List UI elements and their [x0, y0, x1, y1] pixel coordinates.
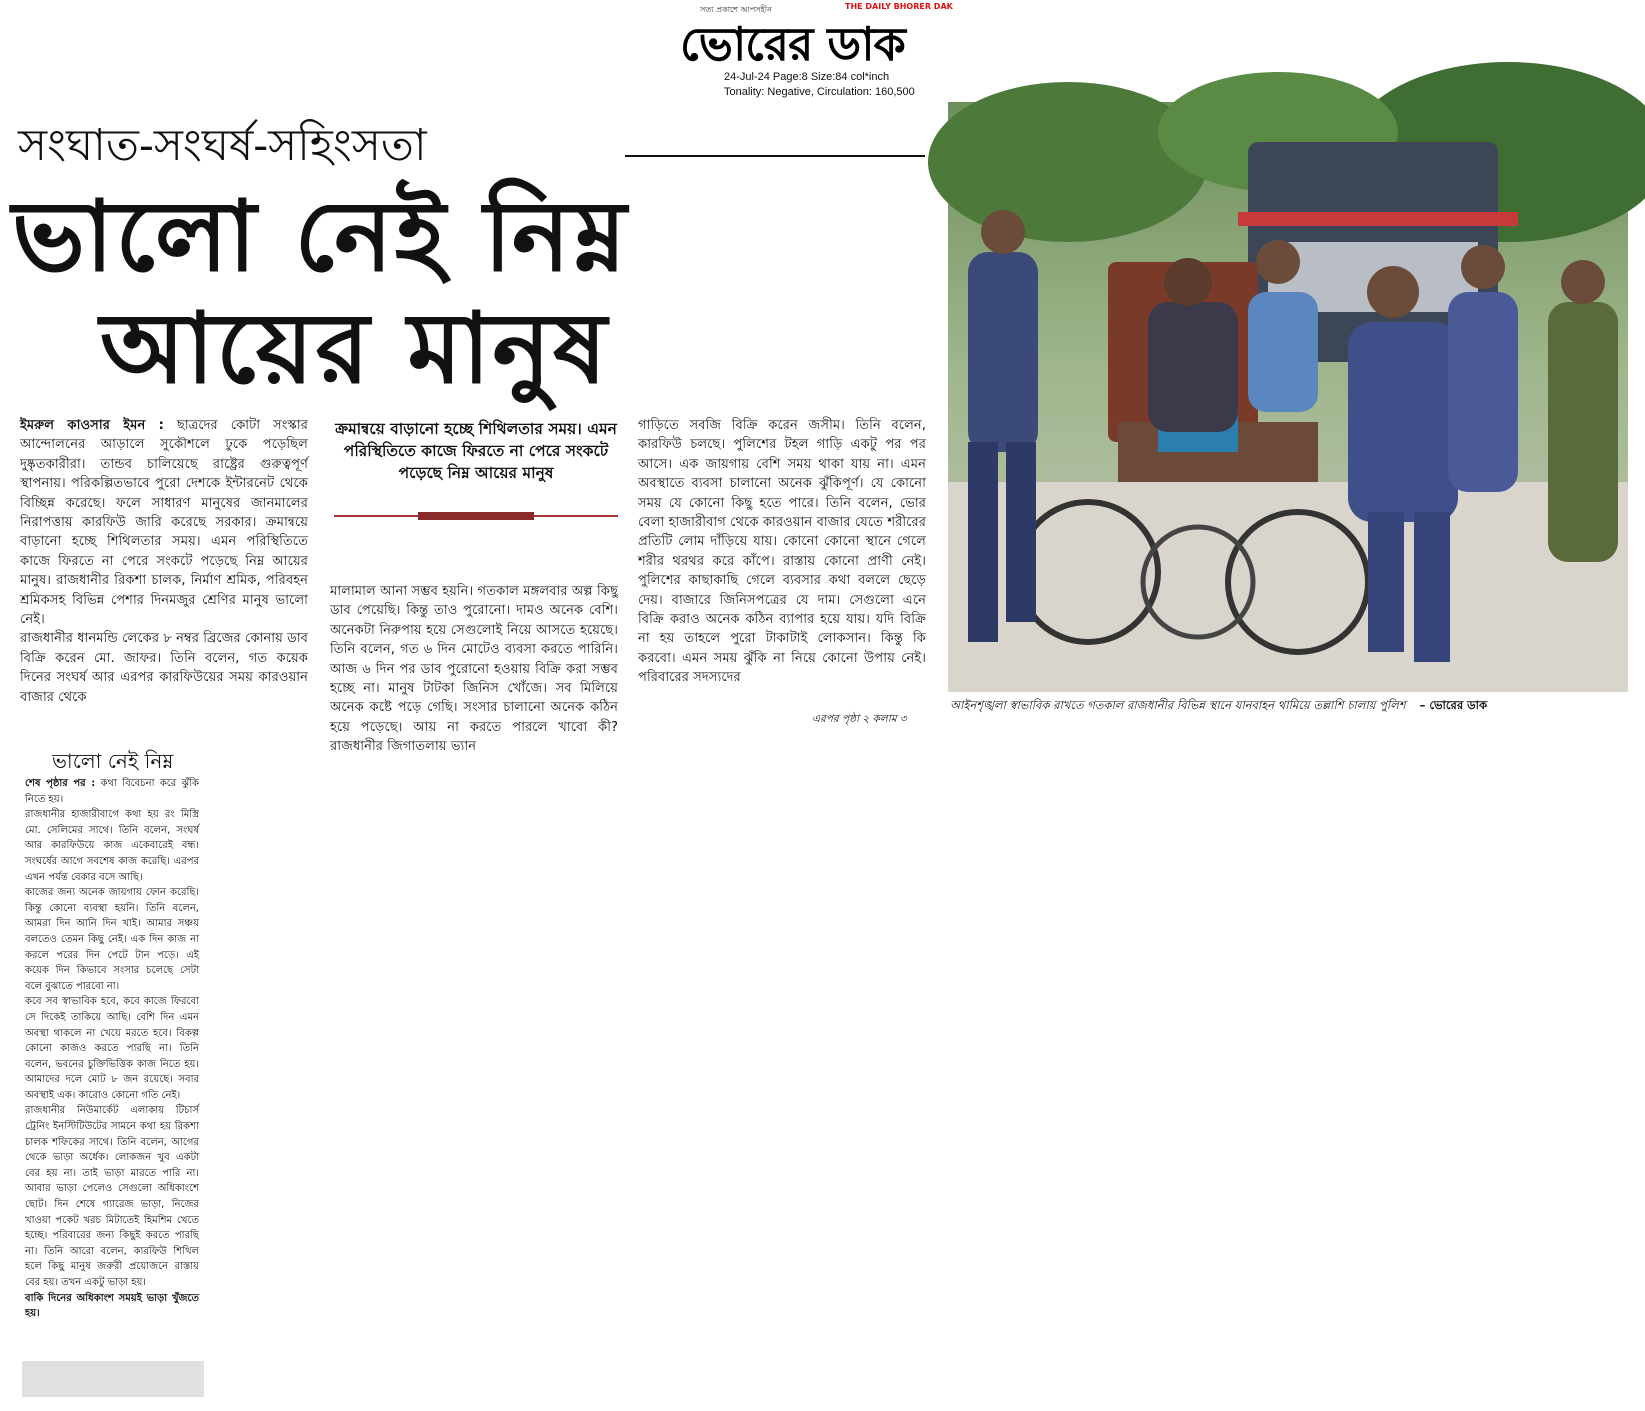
article-paragraph: [20, 416, 308, 629]
clipping-meta-tonality: Tonality: Negative, Circulation: 160,500: [724, 86, 915, 98]
newspaper-logo: ভোরের ডাক: [680, 17, 905, 71]
byline: ইমরুল কাওসার ইমন :: [20, 418, 164, 433]
headline-line-2: আয়ের মানুষ: [100, 292, 609, 406]
masthead: [660, 0, 960, 100]
photo-credit: – ভোরের ডাক: [1419, 698, 1488, 712]
continuation-column: [25, 776, 199, 1396]
pull-quote-rule-accent: [418, 512, 534, 520]
continuation-title: ভালো নেই নিম্ন: [52, 749, 174, 773]
continuation-paragraph: কাজের জন্য অনেক জায়গায় ফোন করেছি। কিন্তু কোনো ব্যবস্থা হয়নি। তিনি বলেন, আমরা দিন আনি দিন খাই। আমার সঞ্চয় বলতেও তেমন কিছু নেই। এক দিন কাজ না করলে পরের দিন পেটে টান পড়ে। এই কয়েক দিন কিভাবে সংসার চলেছে সেটা বলে বুঝাতে পারবো না।: [25, 887, 199, 992]
article-column-2: [330, 582, 618, 755]
photo-illustration: [948, 102, 1628, 692]
headline-line-1: ভালো নেই নিম্ন: [12, 180, 629, 294]
article-column-1: [20, 416, 308, 728]
paragraph-text: কথা বিবেচনা করে ঝুঁকি নিতে হয়।: [25, 778, 199, 805]
continuation-paragraph: [25, 776, 199, 807]
paragraph-text: ছাত্রদের কোটা সংস্কার আন্দোলনের আড়ালে সুকৌশলে ঢুকে পড়েছিল দুষ্কৃতকারীরা। তান্ডব চালিয়েছে রাষ্ট্রের গুরুত্বপূর্ণ স্থাপনায়। পরিকল্পিতভাবে পুরো দেশকে ইন্টারনেট থেকে বিচ্ছিন্ন করেছে। ফলে সাধারণ মানুষের জানমালের নিরাপত্তায় কারফিউ জারি করেছে সরকার। ক্রমান্বয়ে বাড়ানো হচ্ছে শিথিলতার সময়। এমন পরিস্থিতিতে কাজে ফিরতে না পেরে সংকটে পড়েছে নিম্ন আয়ের মানুষ। রাজধানীর রিকশা চালক, নির্মাণ শ্রমিক, পরিবহন শ্রমিকসহ বিভিন্ন পেশার দিনমজুর শ্রেণির মানুষ ভালো নেই।: [20, 418, 308, 628]
jump-line: এরপর পৃষ্ঠা ২ কলাম ৩: [812, 713, 907, 725]
article-paragraph: রাজধানীর ধানমন্ডি লেকের ৮ নম্বর ব্রিজের কোনায় ডাব বিক্রি করেন মো. জাফর। তিনি বলেন, গত কয়েক দিনের সংঘর্ষ আর এরপর কারফিউয়ের সময় কারওয়ান বাজার থেকে: [20, 631, 308, 705]
photo-caption: [950, 697, 1630, 716]
article-paragraph: গাড়িতে সবজি বিক্রি করেন জসীম। তিনি বলেন, কারফিউ চলছে। পুলিশের টহল গাড়ি একটু পর পর আসে। এক জায়গায় বেশি সময় থাকা যায় না। এমন অবস্থাতে ব্যবসা চালানো অনেক ঝুঁকিপূর্ণ। যে কোনো সময় যে কোনো কিছু হতে পারে। তিনি বলেন, ভোর বেলা হাজারীবাগ থেকে কারওয়ান বাজার যেতে শরীরের প্রতিটি লোম দাঁড়িয়ে যায়। কোনো কোনো স্থানে গেলে শরীর থরথর করে কাঁপে। রাস্তায় কোনো প্রাণী নেই। পুলিশের কাছাকাছি গেলে ব্যবসার কথা বললে ছেড়ে দেয়। বাজারে জিনিসপত্রের যে দাম। সেগুলো এনে বিক্রি করাও অনেক কঠিন ব্যাপার হয়ে যায়। যদি বিক্রি না হয় তাহলে পুরো টাকাটাই লোকসান। কিন্তু কি করবো। এমন সময় ঝুঁকি না নিয়ে কোনো উপায় নেই। পরিবারের সদস্যদের: [638, 418, 926, 686]
continuation-paragraph: কবে সব স্বাভাবিক হবে, কবে কাজে ফিরবো সে দিকেই তাকিয়ে আছি। বেশি দিন এমন অবস্থা থাকলে না খেয়ে মরতে হবে। বিকল্প কোনো কাজও করতে পারছি না। তিনি বলেন, ভবনের চুক্তিভিত্তিক কাজ নিতে হয়। আমাদের দলে মোট ৮ জন রয়েছে। সবার অবস্থাই এক। কারোও কোনো গতি নেই।: [25, 996, 199, 1101]
continuation-label: শেষ পৃষ্ঠার পর :: [25, 778, 96, 789]
masthead-english-name: THE DAILY BHORER DAK: [845, 2, 953, 11]
clipping-meta-date-page: 24-Jul-24 Page:8 Size:84 col*inch: [724, 71, 890, 83]
news-photo: [948, 102, 1628, 692]
photo-caption-text: আইনশৃঙ্খলা স্বাভাবিক রাখতে গতকাল রাজধানীর বিভিন্ন স্থানে যানবাহন থামিয়ে তল্লাশি চালায় পুলিশ: [950, 698, 1406, 712]
kicker-rule: [625, 155, 925, 157]
continuation-paragraph: রাজধানীর নিউমার্কেট এলাকায় টিচার্স ট্রেনিং ইনস্টিটিউটের সামনে কথা হয় রিকশা চালক শফিকের সাথে। তিনি বলেন, আগের থেকে ভাড়া অর্ধেক। লোকজন খুব একটা বের হয় না। তাই ভাড়া মারতে পারি না। আবার ভাড়া পেলেও সেগুলো অধিকাংশে ছোট। দিন শেষে গ্যারেজ ভাড়া, নিজের খাওয়া পকেট খরচ মিটাতেই হিমশিম খেতে হচ্ছে। পরিবারের জন্য কিছুই করতে পারছি না। তিনি আরো বলেন, কারফিউ শিথিল হলে কিছু মানুষ জরুরী প্রয়োজনে রাস্তায় বের হয়। তখন একটু ভাড়া হয়।: [25, 1105, 199, 1288]
masthead-tagline: সত্য প্রকাশে আপসহীন: [700, 5, 772, 14]
article-paragraph: মালামাল আনা সম্ভব হয়নি। গতকাল মঙ্গলবার অল্প কিছু ডাব পেয়েছি। কিন্তু তাও পুরোনো। দামও অনেক বেশি। অনেকটা নিরুপায় হয়ে সেগুলোই নিয়ে আসতে হয়েছে। তিনি বলেন, গত ৬ দিন মোটেও ব্যবসা করতে পারিনি। আজ ৬ দিন পর ডাব পুরোনো হওয়ায় বিক্রি করা সম্ভব হচ্ছে না। মানুষ টাটকা জিনিস খোঁজে। সব মিলিয়ে অনেক কষ্টে পড়ে গেছি। সংসার চালানো অনেক কঠিন হয়ে পড়েছে। আয় না করতে পারলে খাবো কী? রাজধানীর জিগাতলায় ভ্যান: [330, 584, 618, 755]
article-kicker: সংঘাত-সংঘর্ষ-সহিংসতা: [18, 120, 427, 171]
article-column-3: [638, 416, 926, 728]
continuation-paragraph: রাজধানীর হাজারীবাগে কথা হয় রং মিস্ত্রি মো. সেলিমের সাথে। তিনি বলেন, সংঘর্ষ আর কারফিউয়ে কাজ একেবারেই বন্ধ। সংঘর্ষের আগে সবশেষ কাজ করেছি। এরপর এখন পর্যন্ত বেকার বসে আছি।: [25, 809, 199, 883]
continuation-paragraph: বাকি দিনের অধিকাংশ সময়ই ভাড়া খুঁজতে হয়।: [25, 1292, 199, 1320]
pull-quote: ক্রমান্বয়ে বাড়ানো হচ্ছে শিথিলতার সময়। এমন পরিস্থিতিতে কাজে ফিরতে না পেরে সংকটে পড়েছে নিম্ন আয়ের মানুষ: [335, 420, 617, 482]
